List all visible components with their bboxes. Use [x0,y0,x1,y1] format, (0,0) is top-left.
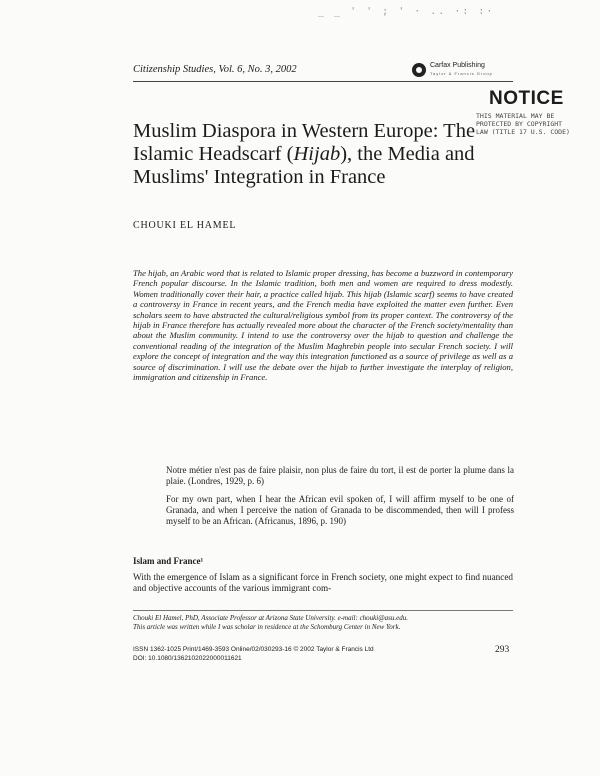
author-footnote: Chouki El Hamel, PhD, Associate Professor at Arizona State University. e-mail: chouki@asu.edu. This article was written while I was scholar in residence at the Schomburg Center in New York. [133,614,408,631]
article-title: Muslim Diaspora in Western Europe: The Islamic Headscarf (Hijab), the Media and Muslims' Integration in France [133,120,476,188]
doi-line: DOI: 10.1080/1362102022000011621 [133,655,242,662]
copyright-notice-line: PROTECTED BY COPYRIGHT [476,120,563,128]
copyright-notice-line: LAW (TITLE 17 U.S. CODE) [476,128,570,136]
copyright-notice-line: THIS MATERIAL MAY BE [476,112,555,120]
header-rule [133,81,513,82]
publisher-logo [412,62,493,78]
epigraph-quote: Notre métier n'est pas de faire plaisir, non plus de faire du tort, il est de porter la plume dans la plaie. (Londres, 1929, p. 6) [166,465,514,486]
publisher-name: Carfax Publishing [430,62,485,69]
footnote-rule [133,610,513,611]
abstract: The hijab, an Arabic word that is related to Islamic proper dressing, has become a buzzword in contemporary French popular discourse. In the Islamic tradition, both men and women are required to dress modestly. Women traditionally cover their hair, a practice called hijab. This hijab (Islamic scarf) seems to have created a controversy in France in recent years, and the French media have exploited the matter even further. Even scholars seem to have abstracted the cultural/religious symbol from its proper context. The controversy of the hijab in France therefore has actually revealed more about the character of the French society/mentality than about the Muslim community. I intend to use the controversy over the hijab to question and challenge the conventional reading of the integration of the Muslim Maghrebin people into secular French society. I will explore the concept of integration and the way this integration functioned as a source of privilege as well as a source of discrimination. I will use the debate over the hijab to further investigate the interplay of religion, immigration and citizenship in France. [133,268,513,383]
scan-marks: _ _ ' ' ; ' · .. ·: :· [318,6,495,17]
carfax-logo-icon [412,63,426,77]
epigraph-quote: For my own part, when I hear the African evil spoken of, I will affirm myself to be one of Granada, and when I perceive the nation of Granada to be discommended, then will I profess myself to be an African. (Africanus, 1896, p. 190) [166,494,514,526]
publisher-subline: Taylor & Francis Group [430,71,493,76]
body-paragraph: With the emergence of Islam as a significant force in French society, one might expect to find nuanced and objective accounts of the various immigrant com- [133,572,513,593]
author-name: CHOUKI EL HAMEL [133,220,237,231]
page-number: 293 [495,645,510,655]
section-heading: Islam and France¹ [133,556,204,566]
issn-line: ISSN 1362-1025 Print/1469-3593 Online/02/030293-16 © 2002 Taylor & Francis Ltd [133,646,374,653]
journal-citation: Citizenship Studies, Vol. 6, No. 3, 2002 [133,64,297,75]
copyright-notice-title: NOTICE [489,88,564,109]
